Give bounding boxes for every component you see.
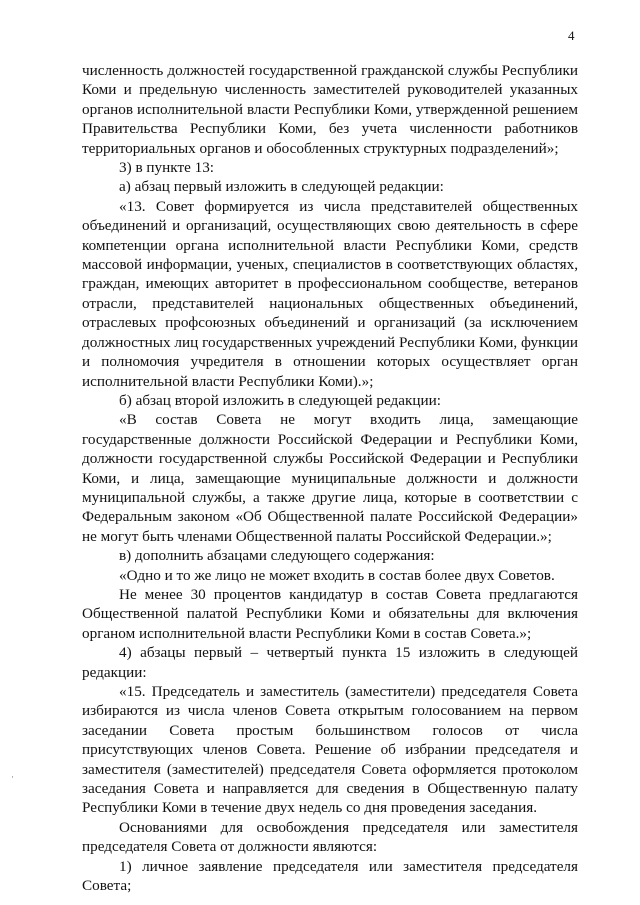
paragraph: «Одно и то же лицо не может входить в состав более двух Советов. xyxy=(119,566,555,584)
page-number: 4 xyxy=(568,28,575,43)
paragraph: Не менее 30 процентов кандидатур в состав Совета предлагаются Общественной палатой Республики Коми и обязательны для включения органом исполнительной власти Республики Коми в состав Совета.»; xyxy=(82,585,578,642)
paragraph: в) дополнить абзацами следующего содержания: xyxy=(119,547,435,565)
paragraph: 3) в пункте 13: xyxy=(119,159,215,177)
paragraph: б) абзац второй изложить в следующей редакции: xyxy=(119,391,441,409)
paragraph: «15. Председатель и заместитель (заместители) председателя Совета избираются из числа членов Совета открытым голосованием на первом заседании Совета простым большинством голосов от числа присутствующих членов Совета. Решение об избрании председателя и заместителя (заместителей) председателя Совета оформляется протоколом заседания Совета и направляется для сведения в Общественную палату Республики Коми в течение двух недель со дня проведения заседания. xyxy=(82,683,578,817)
paragraph: «13. Совет формируется из числа представителей общественных объединений и организаций, осуществляющих свою деятельность в сфере компетенции органа исполнительной власти Республики Коми, средств массовой информации, ученых, специалистов в соответствующих областях, граждан, имеющих авторитет в профессиональном сообществе, ветеранов отрасли, представителей национальных общественных объединений, отраслевых профсоюзных объединений и организаций (за исключением должностных лиц государственных учреждений Республики Коми, функции и полномочия учредителя в отношении которых осуществляет орган исполнительной власти Республики Коми).»; xyxy=(82,197,578,390)
paragraph: 1) личное заявление председателя или заместителя председателя Совета; xyxy=(82,857,578,895)
document-body xyxy=(82,61,578,895)
paragraph: «В состав Совета не могут входить лица, замещающие государственные должности Российской Федерации и Республики Коми, должности государственной службы Российской Федерации и Республики Коми, и лица, замещающие муниципальные должности и должности муниципальной службы, а также другие лица, которые в соответствии с Федеральным законом «Об Общественной палате Российской Федерации» не могут быть членами Общественной палаты Российской Федерации.»; xyxy=(82,411,578,545)
paragraph: а) абзац первый изложить в следующей редакции: xyxy=(119,178,444,196)
scan-artifact-mark: · xyxy=(11,772,14,782)
paragraph: численность должностей государственной гражданской службы Республики Коми и предельную численность заместителей руководителей указанных органов исполнительной власти Республики Коми, утвержденной решением Правительства Республики Коми, без учета численности работников территориальных органов и обособленных структурных подразделений»; xyxy=(82,62,578,157)
paragraph: Основаниями для освобождения председателя или заместителя председателя Совета от должности являются: xyxy=(82,818,578,856)
paragraph: 4) абзацы первый – четвертый пункта 15 изложить в следующей редакции: xyxy=(82,644,578,681)
